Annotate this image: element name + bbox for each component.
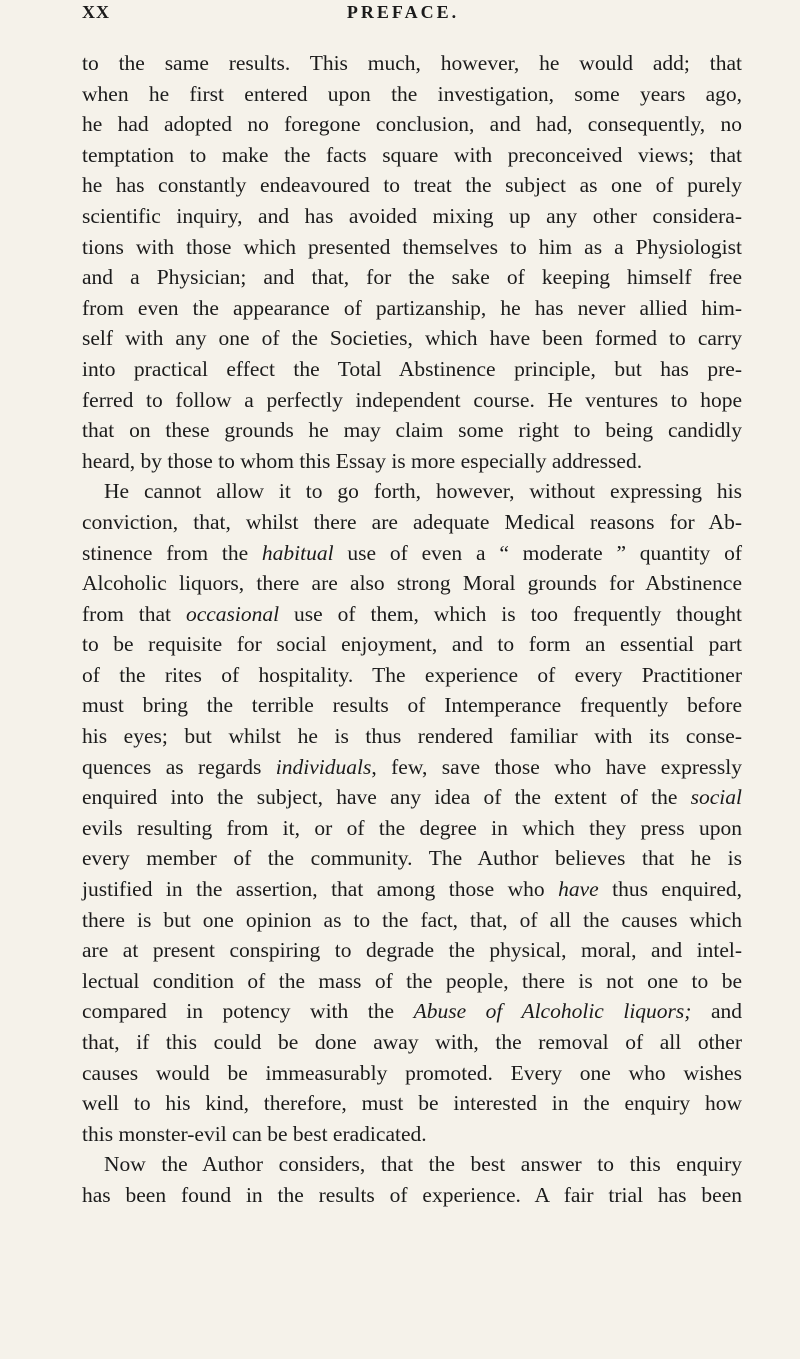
text-line: this monster-evil can be best eradicated. bbox=[82, 1121, 427, 1146]
paragraph-2 bbox=[82, 476, 742, 1149]
text-line bbox=[82, 752, 742, 783]
text-run: use of even a “ moderate ” quantity of bbox=[333, 540, 742, 565]
text-line: from even the appearance of partizanship, he has never allied him- bbox=[82, 295, 742, 320]
page-number: XX bbox=[82, 2, 110, 22]
text-line: well to his kind, therefore, must be interested in the enquiry how bbox=[82, 1091, 742, 1116]
text-line: and a Physician; and that, for the sake of keeping himself free bbox=[82, 265, 742, 290]
text-run: quences as regards bbox=[82, 754, 276, 779]
text-run: compared in potency with the bbox=[82, 999, 414, 1024]
text-line: evils resulting from it, or of the degree in which they press upon bbox=[82, 815, 742, 840]
text-line: causes would be immeasurably promoted. Every one who wishes bbox=[82, 1060, 742, 1085]
paragraph-1 bbox=[82, 48, 742, 476]
text-line: his eyes; but whilst he is thus rendered familiar with its conse- bbox=[82, 724, 742, 749]
text-line: must bring the terrible results of Intemperance frequently before bbox=[82, 693, 742, 718]
text-line: to be requisite for social enjoyment, and to form an essential part bbox=[82, 632, 742, 657]
emphasis-text: have bbox=[558, 877, 599, 902]
text-line: Now the Author considers, that the best answer to this enquiry bbox=[104, 1152, 742, 1177]
text-line: when he first entered upon the investigation, some years ago, bbox=[82, 81, 742, 106]
text-line: temptation to make the facts square with preconceived views; that bbox=[82, 142, 742, 167]
text-run: , few, save those who have expressly bbox=[371, 754, 742, 779]
emphasis-text: occasional bbox=[185, 601, 280, 626]
text-run: and bbox=[691, 999, 742, 1024]
text-line: there is but one opinion as to the fact, that, of all the causes which bbox=[82, 907, 742, 932]
text-line: self with any one of the Societies, which have been formed to carry bbox=[82, 326, 742, 351]
text-line bbox=[82, 538, 742, 569]
running-title: PREFACE. bbox=[346, 2, 460, 22]
text-line: ferred to follow a perfectly independent course. He ventures to hope bbox=[82, 387, 742, 412]
body-text bbox=[82, 48, 742, 1211]
text-line: he has constantly endeavoured to treat the subject as one of purely bbox=[82, 173, 742, 198]
text-line: Alcoholic liquors, there are also strong Moral grounds for Abstinence bbox=[82, 571, 742, 596]
text-run: thus enquired, bbox=[598, 877, 742, 902]
text-line bbox=[82, 599, 742, 630]
emphasis-text: habitual bbox=[261, 540, 334, 565]
text-line: into practical effect the Total Abstinence principle, but has pre- bbox=[82, 356, 742, 381]
text-run: justified in the assertion, that among those who bbox=[82, 877, 559, 902]
text-line: scientific inquiry, and has avoided mixing up any other considera- bbox=[82, 203, 742, 228]
text-line bbox=[82, 782, 742, 813]
text-line: to the same results. This much, however, he would add; that bbox=[82, 51, 742, 75]
text-line bbox=[82, 874, 742, 905]
text-run: enquired into the subject, have any idea of the extent of the bbox=[82, 785, 691, 810]
text-line: lectual condition of the mass of the people, there is not one to be bbox=[82, 968, 742, 993]
text-line: conviction, that, whilst there are adequate Medical reasons for Ab- bbox=[82, 509, 742, 534]
text-line: tions with those which presented themselves to him as a Physiologist bbox=[82, 234, 742, 259]
text-run: from that bbox=[82, 601, 186, 626]
text-line: are at present conspiring to degrade the physical, moral, and intel- bbox=[82, 938, 742, 963]
text-line: heard, by those to whom this Essay is more especially addressed. bbox=[82, 448, 643, 473]
text-line: he had adopted no foregone conclusion, and had, consequently, no bbox=[82, 112, 742, 137]
text-line: He cannot allow it to go forth, however, without expressing his bbox=[104, 479, 742, 504]
text-line: that, if this could be done away with, the removal of all other bbox=[82, 1030, 742, 1054]
emphasis-text: Abuse of Alcoholic liquors; bbox=[413, 999, 692, 1024]
text-line: every member of the community. The Author believes that he is bbox=[82, 846, 742, 871]
text-run: stinence from the bbox=[82, 540, 262, 565]
text-line: that on these grounds he may claim some right to being candidly bbox=[82, 418, 742, 443]
running-head bbox=[82, 0, 742, 48]
text-run: use of them, which is too frequently thought bbox=[279, 601, 742, 626]
emphasis-text: social bbox=[690, 785, 742, 810]
text-line: has been found in the results of experience. A fair trial has been bbox=[82, 1182, 742, 1207]
emphasis-text: individuals bbox=[275, 754, 372, 779]
text-line: of the rites of hospitality. The experience of every Practitioner bbox=[82, 662, 742, 687]
paragraph-3 bbox=[82, 1149, 742, 1210]
text-line bbox=[82, 996, 742, 1027]
